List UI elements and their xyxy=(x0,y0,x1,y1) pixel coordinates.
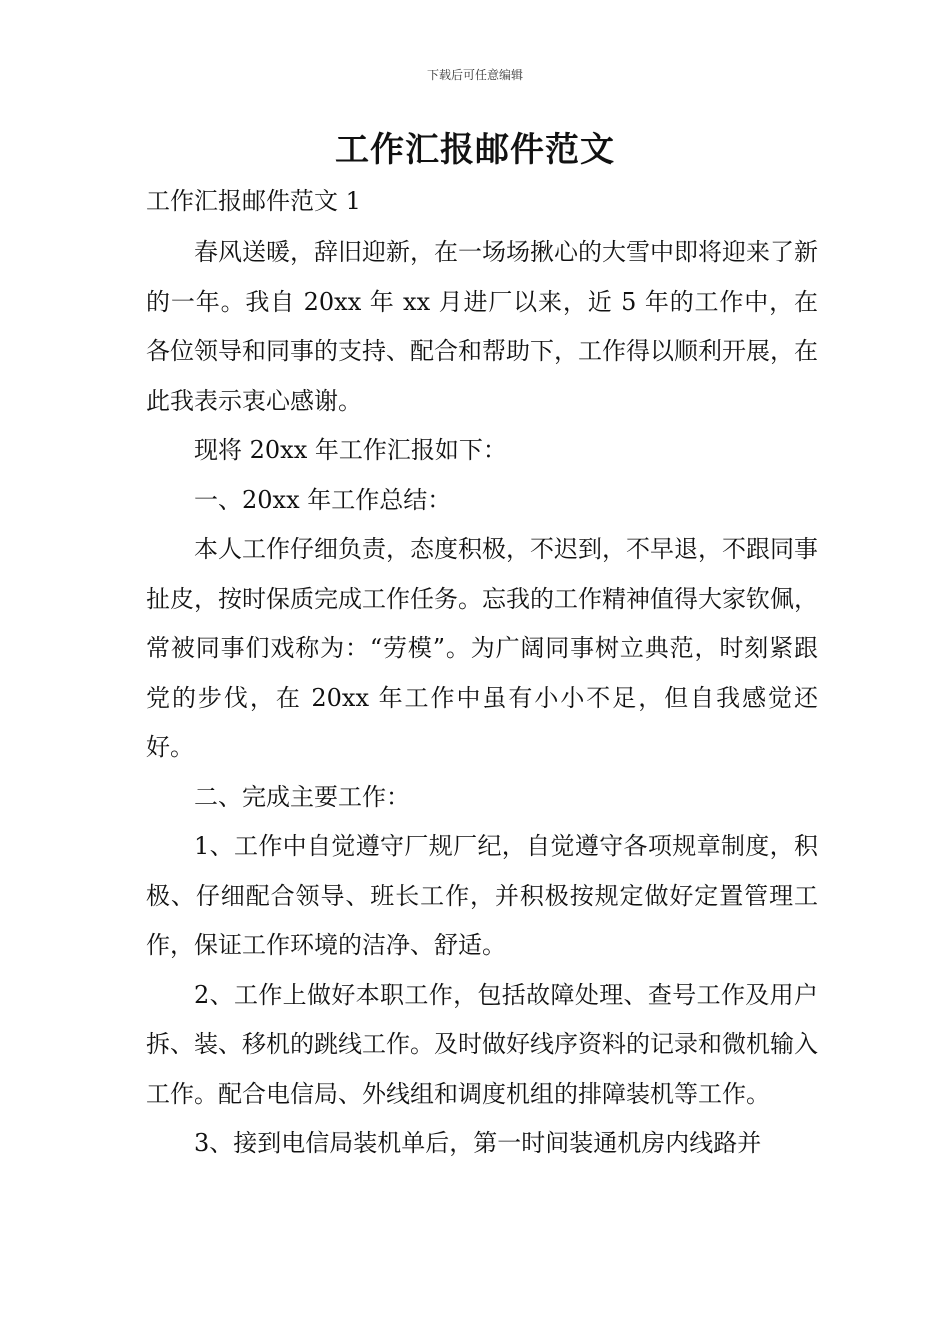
document-body xyxy=(146,178,818,1169)
document-subtitle: 工作汇报邮件范文 1 xyxy=(146,187,361,215)
header-note: 下载后可任意编辑 xyxy=(426,68,523,82)
document-title: 工作汇报邮件范文 xyxy=(335,130,615,170)
paragraph-7: 2、工作上做好本职工作，包括故障处理、查号工作及用户拆、装、移机的跳线工作。及时做好线序资料的记录和微机输入工作。配合电信局、外线组和调度机组的排障装机等工作。 xyxy=(146,980,818,1108)
paragraph-6: 1、工作中自觉遵守厂规厂纪，自觉遵守各项规章制度，积极、仔细配合领导、班长工作，并积极按规定做好定置管理工作，保证工作环境的洁净、舒适。 xyxy=(146,832,818,959)
paragraph-2: 现将 20xx 年工作汇报如下： xyxy=(194,436,507,464)
paragraph-3: 一、20xx 年工作总结： xyxy=(194,485,452,514)
paragraph-4: 本人工作仔细负责，态度积极，不迟到，不早退，不跟同事扯皮，按时保质完成工作任务。忘我的工作精神值得大家钦佩，常被同事们戏称为：“劳模”。为广阔同事树立典范，时刻紧跟党的步伐，在 20xx 年工作中虽有小小不足，但自我感觉还好。 xyxy=(146,535,818,761)
paragraph-1: 春风送暖，辞旧迎新，在一场场揪心的大雪中即将迎来了新的一年。我自 20xx 年 xx 月进厂以来，近 5 年的工作中，在各位领导和同事的支持、配合和帮助下，工作得以顺利开展，在此我表示衷心感谢。 xyxy=(146,238,818,415)
paragraph-5: 二、完成主要工作： xyxy=(194,782,410,811)
paragraph-8: 3、接到电信局装机单后，第一时间装通机房内线路并 xyxy=(194,1129,762,1157)
